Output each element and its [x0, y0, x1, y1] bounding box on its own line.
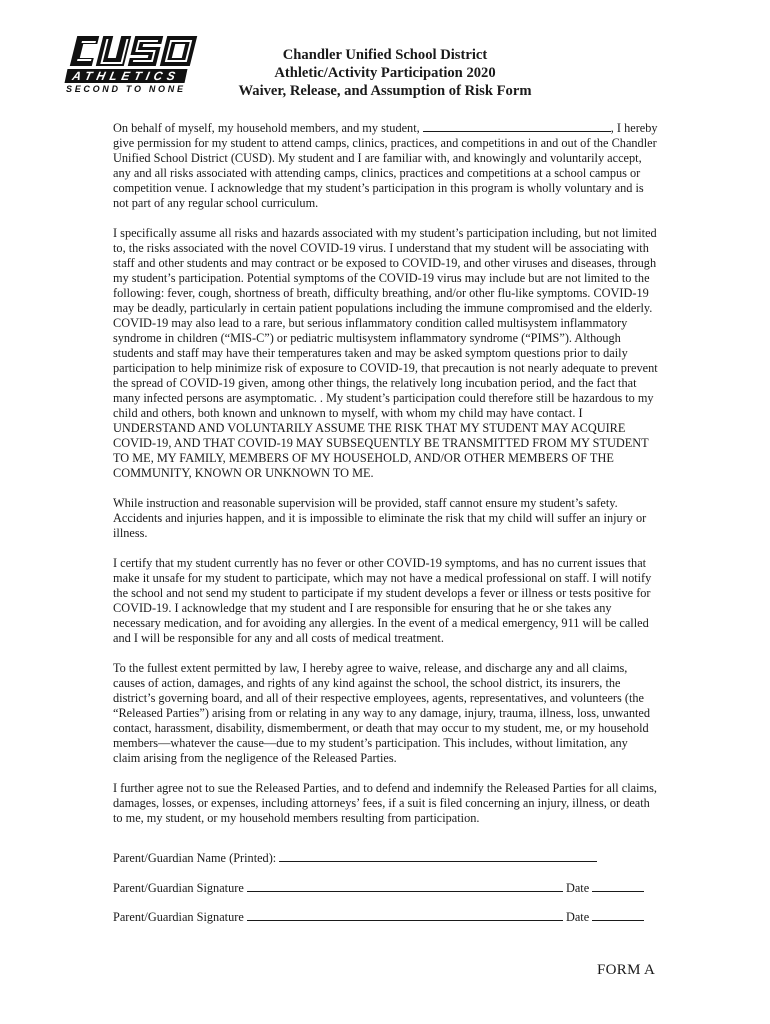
guardian-name-label: Parent/Guardian Name (Printed): [113, 851, 280, 865]
paragraph-supervision: While instruction and reasonable supervision will be provided, staff cannot ensure my student’s safety. Accidents and injuries happen, and it is impossible to eliminate the risk that my child will suffer an injury or illness. [113, 496, 647, 540]
date-field-2[interactable] [592, 909, 644, 921]
district-name: Chandler Unified School District [282, 47, 488, 63]
logo-tagline: SECOND TO NONE [66, 84, 186, 94]
form-label: FORM A [597, 962, 656, 978]
guardian-signature-field-1[interactable] [247, 880, 563, 892]
guardian-signature-label-1: Parent/Guardian Signature [113, 881, 247, 895]
date-label-2: Date [562, 910, 593, 924]
date-label-1: Date [562, 881, 593, 895]
cusd-wordmark-graphic [62, 33, 200, 69]
guardian-name-field[interactable] [279, 850, 597, 862]
waiver-body [113, 120, 658, 841]
student-name-field[interactable] [423, 120, 611, 132]
guardian-signature-row-1 [113, 880, 644, 896]
cusd-athletics-logo [62, 33, 200, 99]
program-title: Athletic/Activity Participation 2020 [274, 65, 496, 81]
guardian-signature-label-2: Parent/Guardian Signature [113, 910, 247, 924]
paragraph-release: To the fullest extent permitted by law, I hereby agree to waive, release, and discharge any and all claims, causes of action, damages, and rights of any kind against the school, the school district, its insurers, the district’s governing board, and all of their respective employees, agents, representatives, and volunteers (the “Released Parties”) arising from or relating in any way to any damage, injury, trauma, illness, loss, unwanted contact, harassment, disability, dismemberment, or death that may occur to my student, me, or my household members—whatever the cause—due to my student’s participation. This includes, without limitation, any claim arising from the negligence of the Released Parties. [113, 661, 651, 765]
guardian-signature-row-2 [113, 909, 644, 925]
form-name: Waiver, Release, and Assumption of Risk Form [238, 83, 532, 99]
guardian-name-row [113, 850, 597, 866]
paragraph-indemnify: I further agree not to sue the Released Parties, and to defend and indemnify the Released Parties for all claims, damages, losses, or expenses, including attorneys’ fees, if a suit is filed concerning an injury, illness, or death to me, my student, or my household members resulting from participation. [113, 781, 657, 825]
guardian-signature-field-2[interactable] [247, 909, 563, 921]
paragraph-certification: I certify that my student currently has no fever or other COVID-19 symptoms, and has no current issues that make it unsafe for my student to participate, which may not have a medical professional on staff. I will notify the school and not send my student to participate if my student develops a fever or illness or tests positive for COVID-19. I acknowledge that my student and I are responsible for ensuring that he or she takes any necessary medication, and for avoiding any allergies. In the event of a medical emergency, 911 will be called and I will be responsible for any and all costs of medical treatment. [113, 556, 652, 645]
date-field-1[interactable] [592, 880, 644, 892]
paragraph-assumption-of-risk: I specifically assume all risks and hazards associated with my student’s participation including, but not limited to, the risks associated with the novel COVID-19 virus. I understand that my student will be associating with staff and other students and may contract or be exposed to COVID-19, and other viruses and diseases, through my student’s participation. Potential symptoms of the COVID-19 virus may include but are not limited to the following: fever, cough, shortness of breath, difficulty breathing, and/or other flu-like symptoms. COVID-19 may be deadly, particularly in certain patient populations including the immune compromised and the elderly. COVID-19 may also lead to a rare, but serious inflammatory condition called multisystem inflammatory syndrome in children (“MIS-C”) or pediatric multisystem inflammatory syndrome (“PIMS”). Although students and staff may have their temperatures taken and may be asked symptom questions prior to daily participation to help minimize risk of exposure to COVID-19, that precaution is not nearly adequate to prevent the spread of COVID-19 given, among other things, the relatively long incubation period, and the fact that many infected persons are asymptomatic. . My student’s participation could therefore still be hazardous to my child and others, both known and unknown to myself, with whom my child may have contact. I UNDERSTAND AND VOLUNTARILY ASSUME THE RISK THAT MY STUDENT MAY ACQUIRE COVID-19, AND THAT COVID-19 MAY SUBSEQUENTLY BE TRANSMITTED FROM MY STUDENT TO ME, MY FAMILY, MEMBERS OF MY HOUSEHOLD, AND/OR OTHER MEMBERS OF THE COMMUNITY, KNOWN OR UNKNOWN TO ME. [113, 226, 658, 480]
logo-athletics-bar: ATHLETICS [65, 69, 188, 83]
form-title [210, 46, 560, 100]
paragraph-permission: On behalf of myself, my household members, and my student, , I hereby give permission for my student to attend camps, clinics, practices, and competitions in and out of the Chandler Unified School District (CUSD). My student and I are familiar with, and knowingly and voluntarily accept, any and all risks associated with attending camps, clinics, practices and competitions at a school campus or competition venue. I acknowledge that my student’s participation in this program is wholly voluntary and is not part of any regular school curriculum. [113, 121, 658, 210]
